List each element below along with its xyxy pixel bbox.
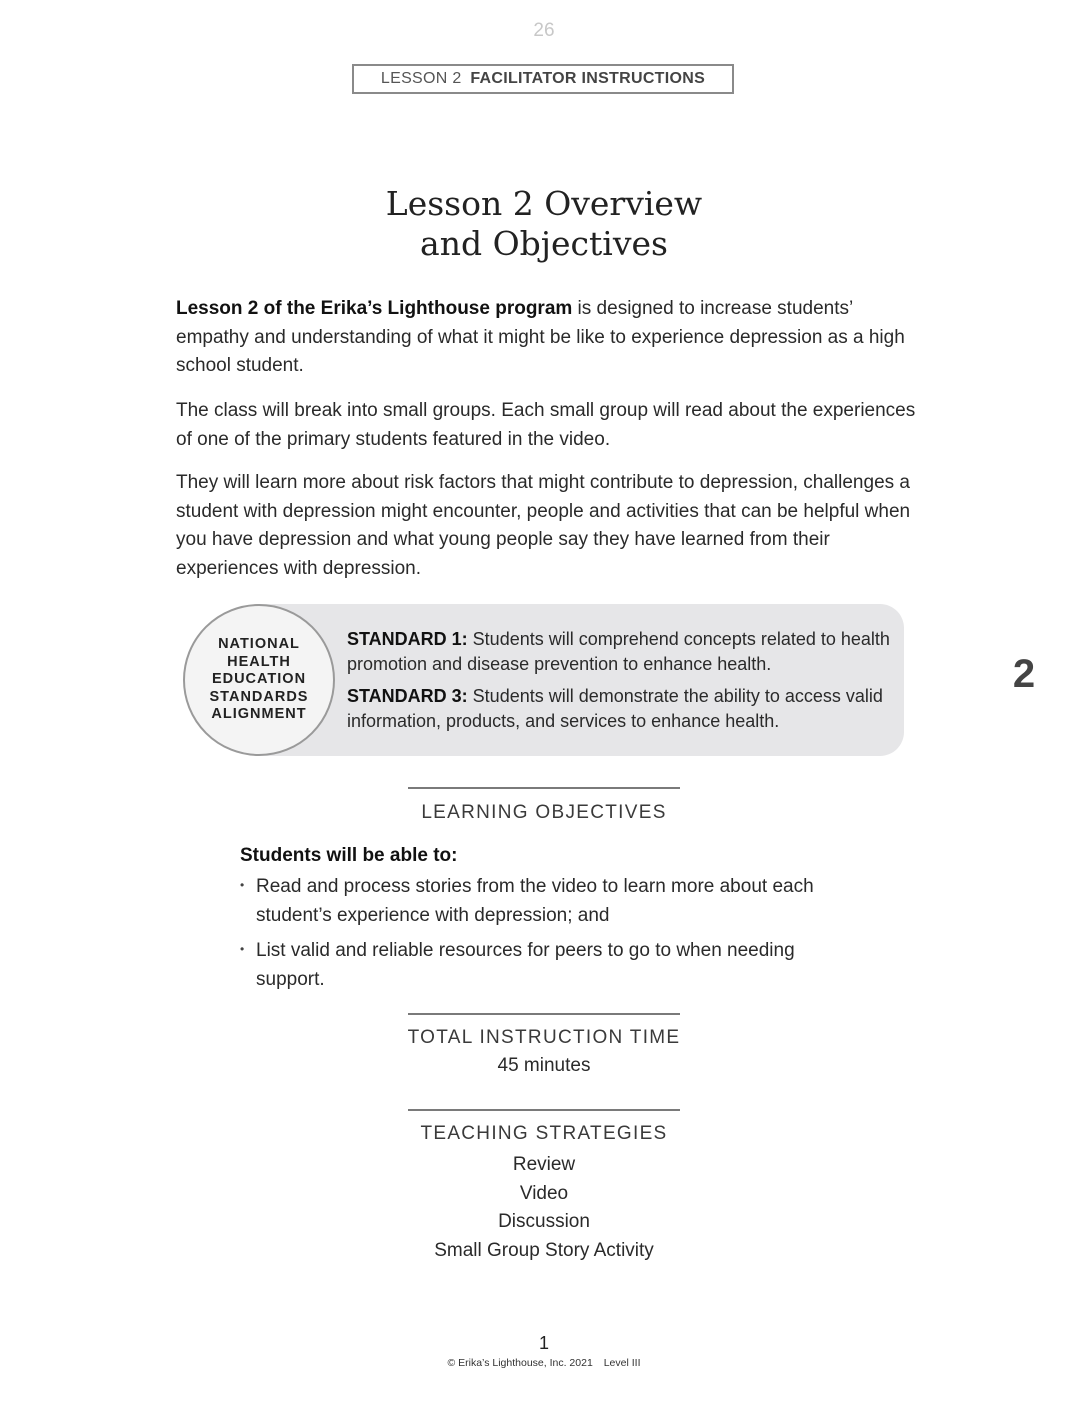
standard-1-text: Students will comprehend concepts related to health promotion and disease prevention to enhance health. bbox=[347, 629, 890, 674]
strategy-item: Review bbox=[512, 1154, 576, 1175]
instruction-time-value: 45 minutes bbox=[497, 1055, 591, 1076]
lesson-side-number: 2 bbox=[1012, 652, 1036, 696]
objective-item bbox=[240, 937, 840, 994]
page-title bbox=[0, 184, 1088, 264]
divider bbox=[408, 787, 680, 789]
bottom-page-number: 1 bbox=[538, 1333, 549, 1353]
strategy-item: Discussion bbox=[498, 1211, 590, 1232]
teaching-strategies-list bbox=[0, 1151, 1088, 1265]
header-section-label: FACILITATOR INSTRUCTIONS bbox=[470, 70, 706, 87]
standard-3-text: Students will demonstrate the ability to access valid information, products, and services to enhance health. bbox=[347, 686, 883, 731]
badge-line: NATIONAL bbox=[218, 636, 300, 653]
teaching-strategies-heading: TEACHING STRATEGIES bbox=[420, 1123, 668, 1144]
title-line-1: Lesson 2 Overview bbox=[385, 184, 703, 223]
lesson-header bbox=[352, 64, 734, 94]
bullet-icon: • bbox=[240, 942, 245, 956]
instruction-time-heading: TOTAL INSTRUCTION TIME bbox=[407, 1027, 681, 1048]
intro-paragraph-3: They will learn more about risk factors that might contribute to depression, challenges a student with depression might encounter, people and activities that can be helpful when you have depression and what young people say they have learned from their experiences with depression. bbox=[176, 472, 911, 579]
intro-of: of bbox=[258, 298, 287, 319]
strategy-item: Video bbox=[519, 1182, 569, 1204]
divider bbox=[408, 1109, 680, 1111]
intro-bold-lesson: Lesson 2 bbox=[176, 298, 259, 319]
learning-objectives-heading: LEARNING OBJECTIVES bbox=[421, 802, 667, 823]
intro-paragraph-2: The class will break into small groups. Each small group will read about the experiences of one of the primary students featured in the video. bbox=[176, 400, 916, 450]
intro-text: is designed to increase students’ empathy and understanding of what it might be like to experience depression as a high school student. bbox=[176, 298, 905, 376]
standards-badge bbox=[183, 604, 335, 756]
standard-3-label: STANDARD 3: bbox=[347, 686, 468, 706]
header-lesson-label: LESSON 2 bbox=[380, 70, 462, 87]
bullet-icon: • bbox=[240, 878, 245, 892]
badge-line: HEALTH bbox=[227, 653, 291, 670]
objective-text: List valid and reliable resources for peers to go to when needing support. bbox=[256, 940, 795, 990]
divider bbox=[408, 1013, 680, 1015]
badge-line: STANDARDS bbox=[209, 688, 309, 705]
objectives-lead: Students will be able to: bbox=[240, 845, 458, 866]
objective-item bbox=[240, 873, 840, 930]
standard-1 bbox=[347, 627, 895, 677]
top-page-number: 26 bbox=[533, 20, 555, 41]
standard-1-label: STANDARD 1: bbox=[347, 629, 468, 649]
level-label: Level III bbox=[603, 1357, 641, 1369]
copyright-text: © Erika’s Lighthouse, Inc. 2021 bbox=[447, 1357, 593, 1369]
intro-bold-program: the Erika’s Lighthouse program bbox=[286, 298, 573, 319]
intro-paragraph-1 bbox=[176, 295, 916, 381]
strategy-item: Small Group Story Activity bbox=[434, 1239, 654, 1261]
standard-3 bbox=[347, 684, 895, 734]
badge-line: ALIGNMENT bbox=[211, 706, 307, 723]
title-line-2: and Objectives bbox=[420, 224, 668, 263]
objective-text: Read and process stories from the video to learn more about each student’s experience with depression; and bbox=[256, 876, 814, 926]
copyright-footer bbox=[0, 1357, 1088, 1369]
badge-line: EDUCATION bbox=[211, 671, 307, 688]
